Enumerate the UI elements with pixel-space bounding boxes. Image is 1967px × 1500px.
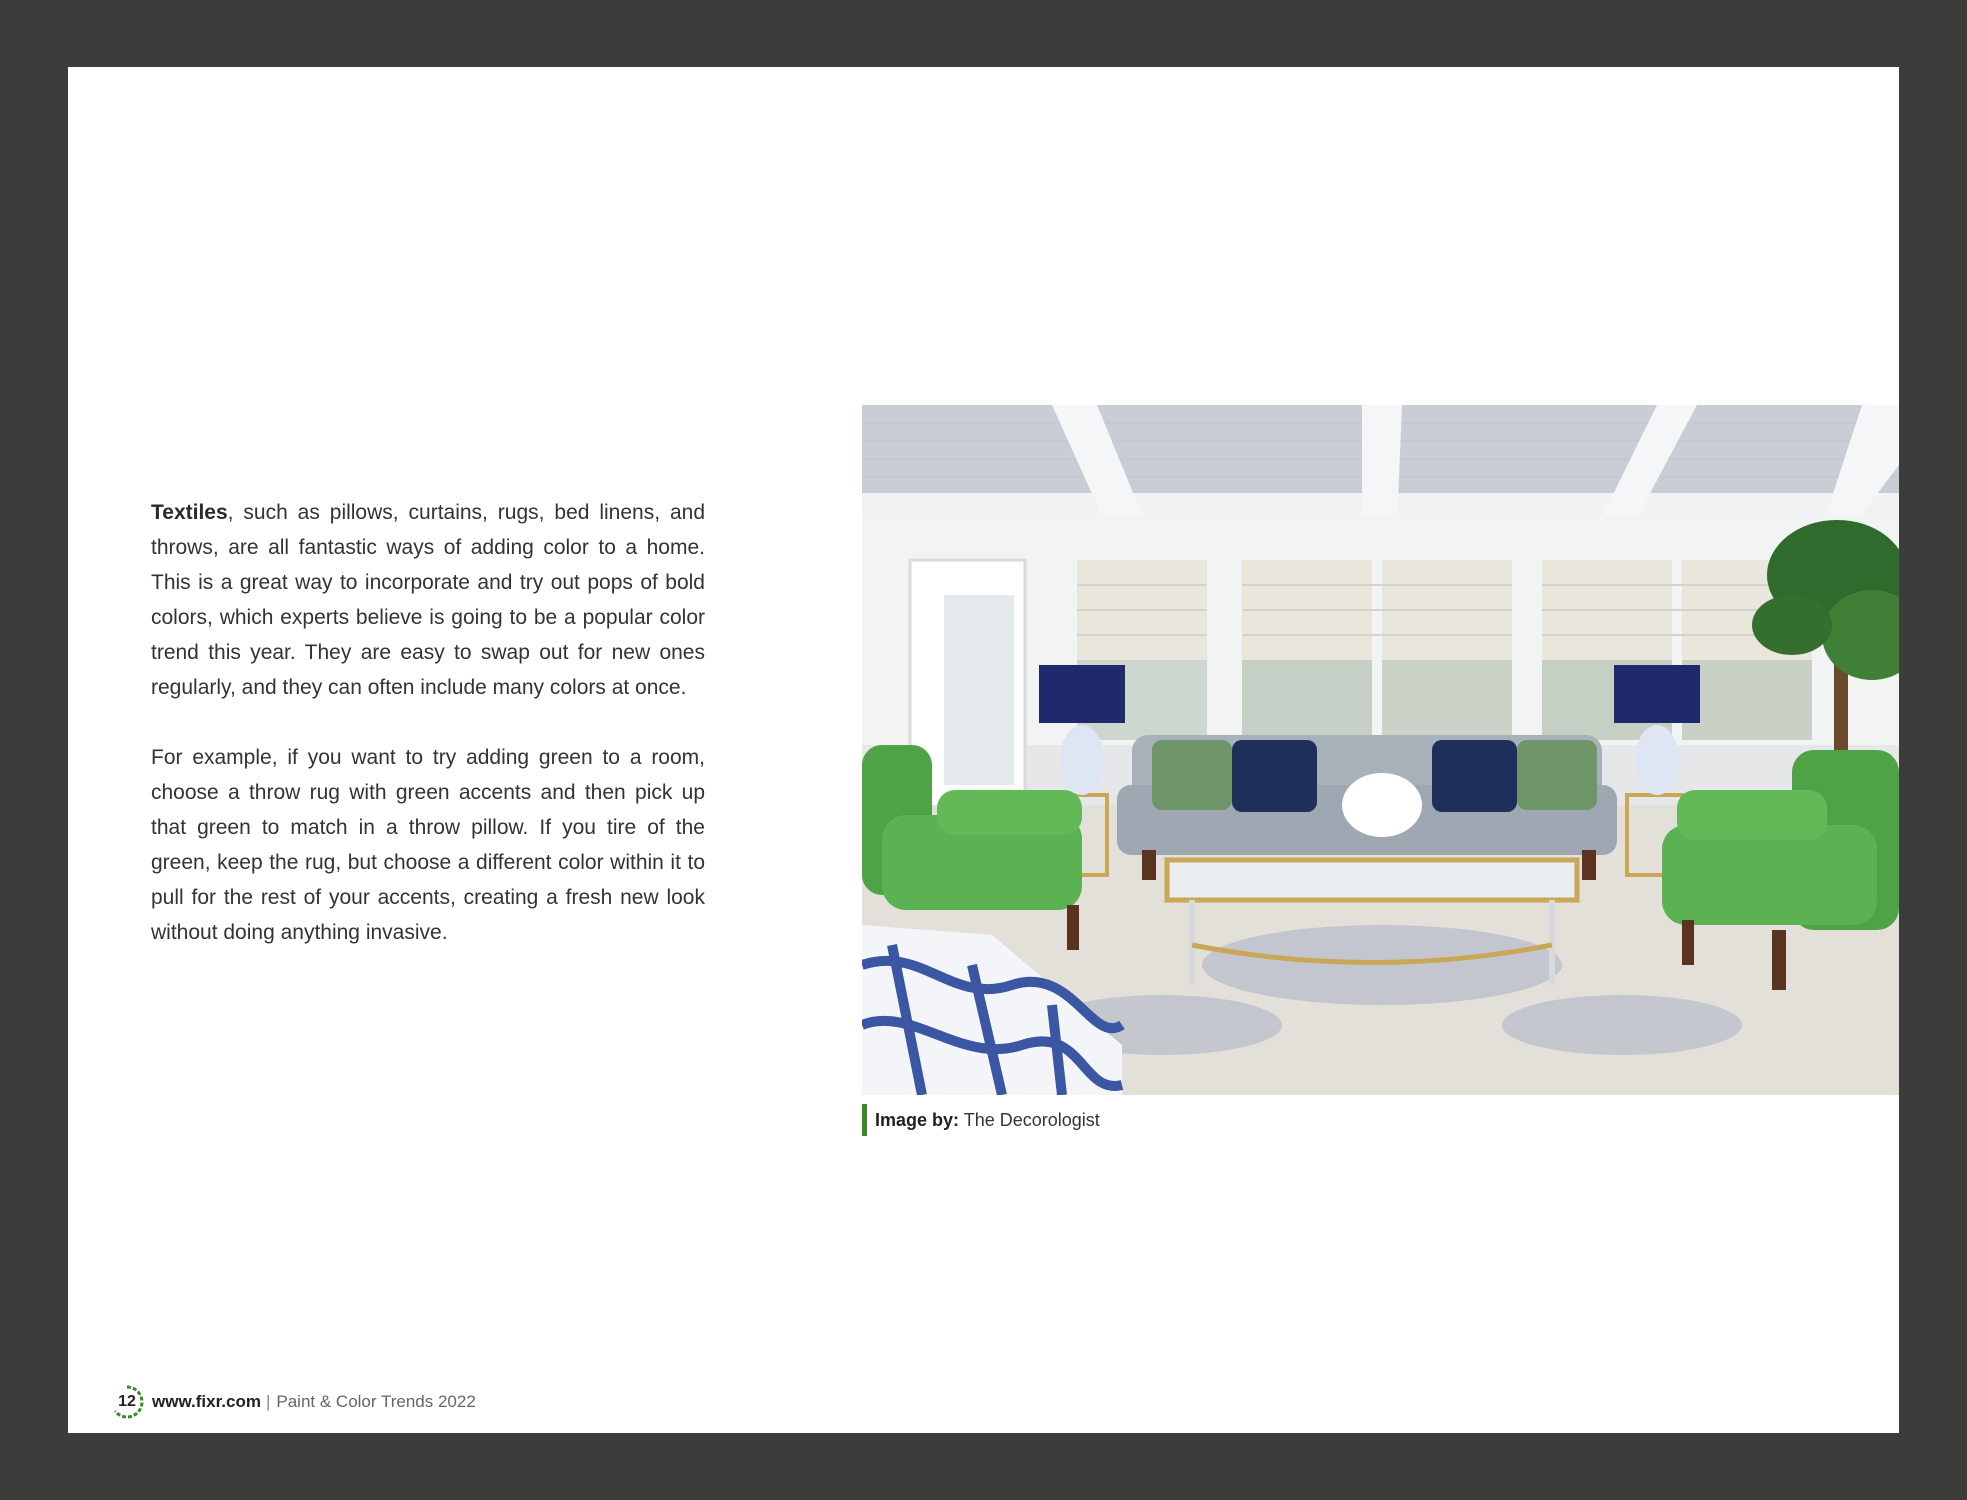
caption-label: Image by: — [875, 1110, 960, 1130]
footer-publication: Paint & Color Trends 2022 — [276, 1392, 476, 1411]
paragraph-example: For example, if you want to try adding green to a room, choose a throw rug with green accents and then pick up that green to match in a throw pillow. If you tire of the green, keep the rug, but choose a different color within it to pull for the rest of your accents, creating a fresh new look without doing anything invasive. — [151, 746, 705, 944]
living-room-photo — [862, 405, 1899, 1095]
paragraph-textiles — [151, 495, 705, 705]
textiles-lead: Textiles — [151, 501, 228, 524]
document-page — [68, 67, 1899, 1433]
footer-separator: | — [265, 1392, 271, 1411]
page-number-badge — [110, 1385, 144, 1419]
footer-site-link[interactable]: www.fixr.com — [152, 1392, 261, 1411]
image-caption — [862, 1104, 1100, 1136]
article-body — [151, 495, 705, 985]
page-number: 12 — [118, 1393, 136, 1410]
caption-credit: The Decorologist — [963, 1110, 1100, 1130]
textiles-text: , such as pillows, curtains, rugs, bed linens, and throws, are all fantastic ways of adding color to a home. This is a great way to incorporate and try out pops of bold colors, which experts believe is going to be a popular color trend this year. They are easy to swap out for new ones regularly, and they can often include many colors at once. — [151, 501, 705, 699]
page-footer — [110, 1385, 476, 1419]
